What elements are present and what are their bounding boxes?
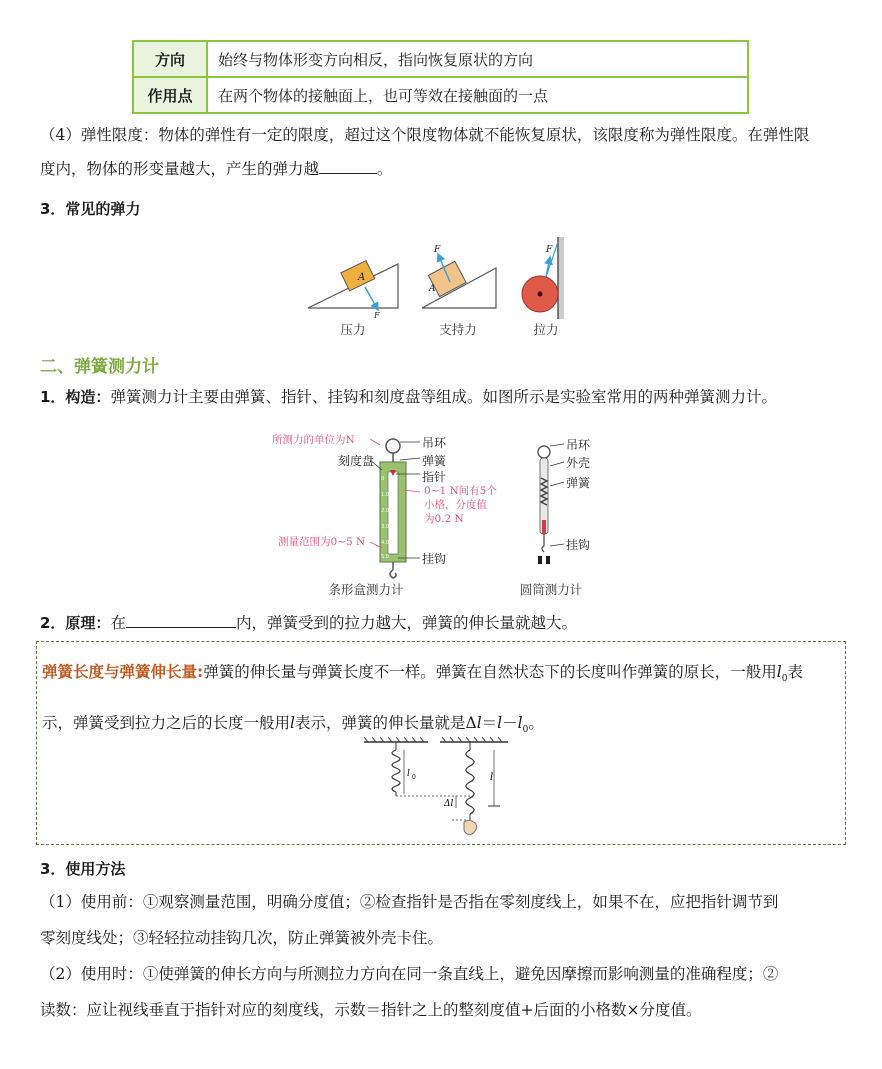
label-dial: 刻度盘 — [338, 454, 375, 468]
text-span: 。 — [528, 714, 544, 733]
hook — [542, 534, 544, 552]
paragraph-elastic-limit — [40, 118, 850, 186]
table-value: 在两个物体的接触面上，也可等效在接触面的一点 — [207, 77, 748, 113]
indicator — [542, 520, 546, 534]
section-title-spring-scale: 二、弹簧测力计 — [40, 357, 159, 377]
heading-usage: 3．使用方法 — [40, 860, 126, 878]
text-span: 弹簧测力计主要由弹簧、指针、挂钩和刻度盘等组成。如图所示是实验室常用的两种弹簧测力计。 — [110, 388, 777, 406]
scale-tick: 0 — [381, 476, 385, 482]
text-span: 。 — [377, 160, 393, 178]
weight — [538, 556, 542, 564]
scale-slot — [388, 472, 398, 554]
text-span: 表示，弹簧的伸长量就是Δ — [294, 714, 477, 733]
caption-pressure: 压力 — [340, 322, 366, 337]
symbol: l — [497, 714, 503, 733]
caption-cylinder-scale: 圆筒测力计 — [519, 582, 583, 597]
fill-blank[interactable] — [319, 155, 377, 174]
leader-line — [370, 439, 380, 445]
block-label: A — [429, 284, 436, 294]
label-dl: Δl — [444, 799, 454, 809]
hand-icon — [464, 820, 477, 834]
label-l: l — [490, 772, 494, 783]
table-value: 始终与物体形变方向相反，指向恢复原状的方向 — [207, 41, 748, 77]
symbol: l — [776, 663, 782, 681]
table-row — [133, 41, 748, 77]
text-line: 零刻度线处；③轻轻拉动挂钩几次，防止弹簧被外壳卡住。 — [40, 929, 444, 947]
leader-line — [550, 544, 564, 546]
label-ring-cyl: 吊环 — [566, 438, 591, 452]
text-span: 弹簧的伸长量与弹簧长度不一样。弹簧在自然状态下的长度叫作弹簧的原长，一般用 — [203, 663, 777, 681]
text-line: （4）弹性限度：物体的弹性有一定的限度，超过这个限度物体就不能恢复原状，该限度称为弹性限度。在弹性限 — [40, 126, 810, 144]
force-label: F — [546, 245, 553, 255]
label-pointer: 指针 — [422, 470, 447, 484]
paragraph-principle — [40, 606, 850, 640]
text-line — [40, 152, 850, 186]
text-line — [42, 650, 842, 701]
symbol: l — [476, 714, 482, 733]
heading-common-forces: 3．常见的弹力 — [40, 200, 141, 218]
leader-line — [550, 482, 564, 486]
usage-text — [40, 884, 850, 1028]
label-spring: 弹簧 — [422, 454, 447, 468]
table-row — [133, 77, 748, 113]
force-label: F — [434, 245, 441, 255]
text-span: － — [502, 714, 518, 733]
spring-extension-diagram — [360, 736, 520, 840]
text-span: 示，弹簧受到拉力之后的长度一般用 — [42, 714, 291, 733]
annotation-division — [424, 484, 497, 526]
scale-tick: 5.0 — [381, 554, 389, 560]
text-span: 度内，物体的形变量越大，产生的弹力越 — [40, 160, 320, 178]
leader-line — [550, 462, 564, 466]
subscript: 0 — [522, 725, 529, 736]
spring-stretched — [466, 750, 474, 814]
text-line: （1）使用前：①观察测量范围，明确分度值；②检查指针是否指在零刻度线上，如果不在，应把指针调节到 — [40, 893, 779, 911]
text-line: （2）使用时：①使弹簧的伸长方向与所测拉力方向在同一条直线上，避免因摩擦而影响测量的准确程度；② — [40, 965, 779, 983]
table-key: 方向 — [133, 41, 207, 77]
label-spring-cyl: 弹簧 — [566, 476, 591, 490]
annotation-line: 为0.2 N — [424, 513, 464, 525]
label-ring: 吊环 — [422, 436, 447, 450]
annotation-line: 小格，分度值 — [424, 499, 487, 511]
weight — [546, 556, 550, 564]
properties-table — [132, 40, 749, 114]
note-title: 弹簧长度与弹簧伸长量: — [42, 663, 204, 681]
ball-center — [538, 292, 543, 297]
text-span: 内，弹簧受到的拉力越大，弹簧的伸长量就越大。 — [235, 614, 577, 632]
symbol: l — [517, 714, 523, 733]
label-shell: 外壳 — [566, 456, 591, 470]
label-hook: 挂钩 — [422, 552, 447, 566]
text-span: ＝ — [481, 714, 498, 733]
item-label: 2．原理： — [40, 614, 111, 632]
fill-blank[interactable] — [126, 609, 236, 628]
text-span: 在 — [110, 614, 126, 632]
text-line: 读数：应让视线垂直于指针对应的刻度线，示数＝指针之上的整刻度值+后面的小格数×分度值。 — [40, 1001, 702, 1019]
label-hook-cyl: 挂钩 — [566, 538, 591, 552]
scale-tick: 4.0 — [381, 540, 389, 546]
scale-tick: 1.0 — [381, 492, 389, 498]
hook — [390, 570, 396, 578]
label-l0: l — [407, 769, 410, 779]
paragraph-structure — [40, 380, 850, 414]
subscript: 0 — [781, 674, 788, 685]
text-span: 表 — [787, 663, 803, 681]
label-l0-sub: 0 — [412, 774, 416, 781]
scale-tick: 3.0 — [381, 524, 389, 530]
block-label: A — [358, 272, 366, 283]
caption-support: 支持力 — [439, 322, 477, 337]
caption-tension: 拉力 — [533, 322, 559, 337]
wall — [558, 237, 564, 319]
item-label: 1．构造： — [40, 388, 111, 406]
annotation-unit: 所测力的单位为N — [272, 434, 355, 446]
annotation-line: 0~1 N间有5个 — [424, 485, 497, 497]
ring — [386, 439, 400, 453]
table-key: 作用点 — [133, 77, 207, 113]
ring — [538, 446, 550, 458]
caption-box-scale: 条形盒测力计 — [328, 582, 404, 597]
symbol: l — [290, 714, 295, 733]
leader-line — [550, 444, 564, 446]
scale-tick: 2.0 — [381, 508, 389, 514]
annotation-range: 测量范围为0~5 N — [278, 536, 366, 548]
spring-natural — [392, 750, 400, 792]
force-label: F — [374, 311, 380, 320]
leader-line — [400, 458, 420, 460]
